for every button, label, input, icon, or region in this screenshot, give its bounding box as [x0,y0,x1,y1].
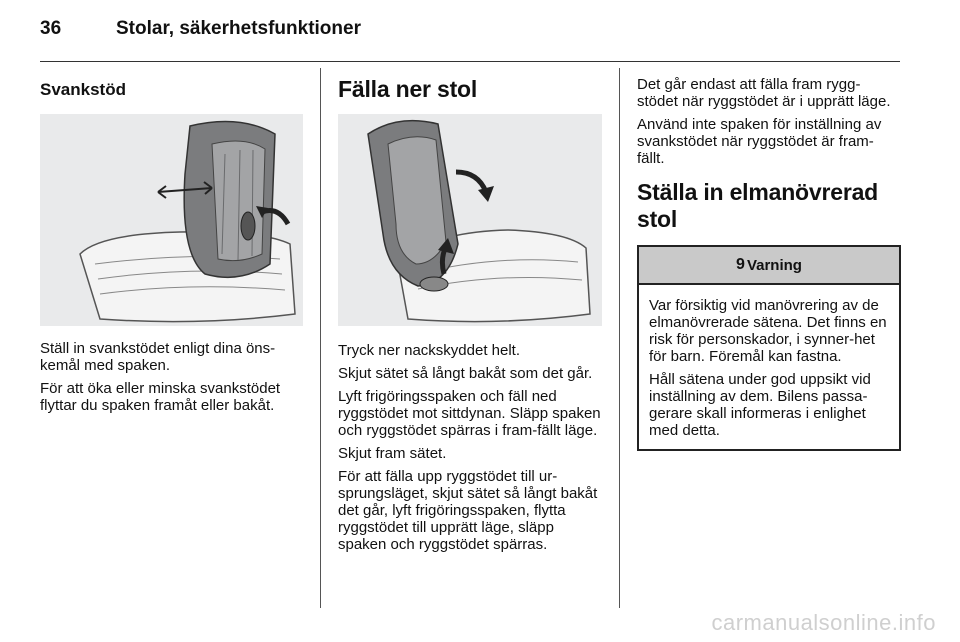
warning-icon: 9 [736,256,745,273]
page-number: 36 [40,18,62,39]
section-heading: Ställa in elmanövrerad stol [637,179,879,232]
warning-body [639,285,899,449]
watermark: carmanualsonline.info [711,610,936,635]
fold-seat-figure [338,114,602,326]
paragraph: För att öka eller minska svankstödet flyttar du spaken framåt eller bakåt. [40,380,281,414]
warning-box [637,245,901,451]
paragraph: För att fälla upp ryggstödet till ur-sprungsläget, skjut sätet så långt bakåt det går, lyft frigöringsspaken, flytta ryggstödet till upprätt läge, släpp spaken och ryggstödet spärras. [338,468,598,553]
header-rule [40,61,900,62]
paragraph: Lyft frigöringsspaken och fäll ned ryggstödet mot sittdynan. Släpp spaken och ryggstödet spärras i fram-fällt läge. [338,388,601,439]
seat-lumbar-illustration [40,114,303,326]
warning-header [639,247,899,285]
paragraph: Ställ in svankstödet enligt dina öns-kemål med spaken. [40,340,276,374]
page-header [40,18,900,48]
lumbar-support-figure [40,114,303,326]
warning-paragraph: Var försiktig vid manövrering av de elmanövrerade sätena. Det finns en risk för personskador, i synner-het för barn. Föremål kan fastna. [649,297,887,365]
paragraph: Tryck ner nackskyddet helt. [338,342,521,359]
paragraph: Skjut fram sätet. [338,445,447,462]
section-heading: Fälla ner stol [338,76,478,102]
column-lumbar-support [40,68,305,420]
column-fold-seat [338,68,604,559]
column-divider [320,68,321,608]
paragraph: Använd inte spaken för inställning av svankstödet när ryggstödet är fram-fällt. [637,116,882,167]
section-heading: Svankstöd [40,80,126,99]
paragraph: Det går endast att fälla fram rygg-stödet när ryggstödet är i upprätt läge. [637,76,891,110]
column-electric-seat [637,68,901,451]
chapter-title: Stolar, säkerhetsfunktioner [116,18,361,39]
seat-fold-illustration [338,114,602,326]
paragraph: Skjut sätet så långt bakåt som det går. [338,365,593,382]
column-divider [619,68,620,608]
warning-title: Varning [746,256,802,274]
warning-paragraph: Håll sätena under god uppsikt vid inställning av dem. Bilens passa-gerare skall informeras i enlighet med detta. [649,371,871,439]
